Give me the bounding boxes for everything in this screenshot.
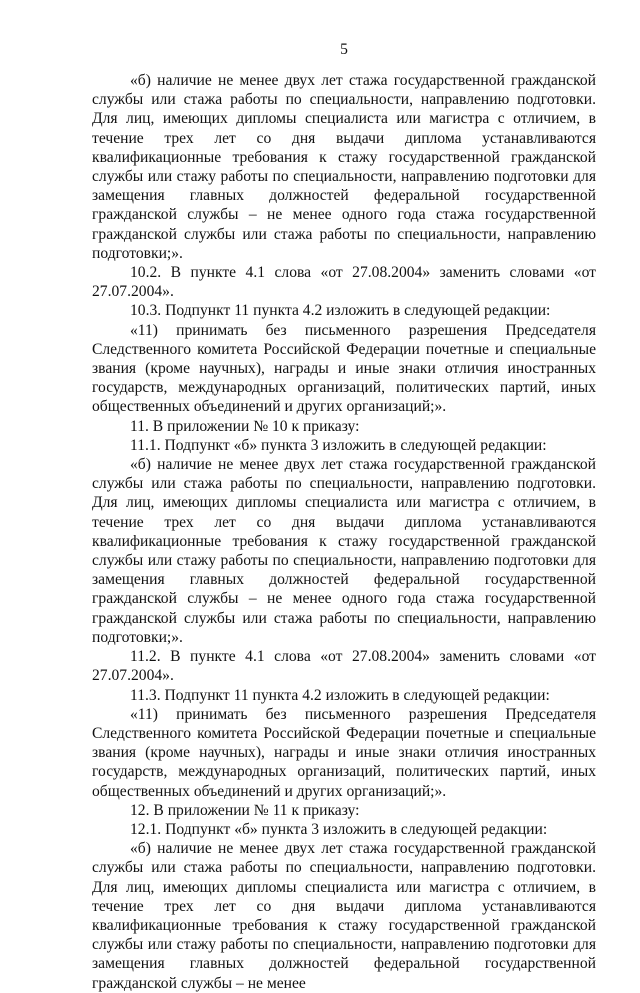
paragraph: «11) принимать без письменного разрешения Председателя Следственного комитета Российской Федерации почетные и специальные звания (кроме научных), награды и иные знаки отличия иностранных государств, международных организаций, политических партий, иных общественных объединений и других организаций;». bbox=[92, 321, 596, 416]
page-number: 5 bbox=[340, 41, 348, 58]
paragraph: «б) наличие не менее двух лет стажа государственной гражданской службы или стажа работы по специальности, направлению подготовки. Для лиц, имеющих дипломы специалиста или магистра с отличием, в течение трех лет со дня выдачи диплома устанавливаются квалификационные требования к стажу государственной гражданской службы или стажу работы по специальности, направлению подготовки для замещения главных должностей федеральной государственной гражданской службы – не менее одного года стажа государственной гражданской службы или стажа работы по специальности, направлению подготовки;». bbox=[92, 456, 596, 646]
paragraph: 11.3. Подпункт 11 пункта 4.2 изложить в следующей редакции: bbox=[130, 686, 550, 704]
paragraph: «11) принимать без письменного разрешения Председателя Следственного комитета Российской Федерации почетные и специальные звания (кроме научных), награды и иные знаки отличия иностранных государств, международных организаций, политических партий, иных общественных объединений и других организаций;». bbox=[92, 705, 596, 800]
paragraph: «б) наличие не менее двух лет стажа государственной гражданской службы или стажа работы по специальности, направлению подготовки. Для лиц, имеющих дипломы специалиста или магистра с отличием, в течение трех лет со дня выдачи диплома устанавливаются квалификационные требования к стажу государственной гражданской службы или стажу работы по специальности, направлению подготовки для замещения главных должностей федеральной государственной гражданской службы – не менее bbox=[92, 840, 596, 992]
paragraph: 10.2. В пункте 4.1 слова «от 27.08.2004» заменить словами «от 27.07.2004». bbox=[92, 264, 596, 301]
paragraph: 12. В приложении № 11 к приказу: bbox=[130, 801, 360, 819]
document-body bbox=[92, 71, 596, 993]
paragraph: 11. В приложении № 10 к приказу: bbox=[130, 417, 360, 435]
paragraph: 11.1. Подпункт «б» пункта 3 изложить в следующей редакции: bbox=[130, 436, 547, 454]
paragraph: 12.1. Подпункт «б» пункта 3 изложить в следующей редакции: bbox=[130, 820, 548, 838]
paragraph: 11.2. В пункте 4.1 слова «от 27.08.2004» заменить словами «от 27.07.2004». bbox=[92, 648, 596, 685]
paragraph: 10.3. Подпункт 11 пункта 4.2 изложить в следующей редакции: bbox=[130, 302, 551, 320]
paragraph: «б) наличие не менее двух лет стажа государственной гражданской службы или стажа работы по специальности, направлению подготовки. Для лиц, имеющих дипломы специалиста или магистра с отличием, в течение трех лет со дня выдачи диплома устанавливаются квалификационные требования к стажу государственной гражданской службы или стажу работы по специальности, направлению подготовки для замещения главных должностей федеральной государственной гражданской службы – не менее одного года стажа государственной гражданской службы или стажа работы по специальности, направлению подготовки;». bbox=[92, 72, 596, 262]
